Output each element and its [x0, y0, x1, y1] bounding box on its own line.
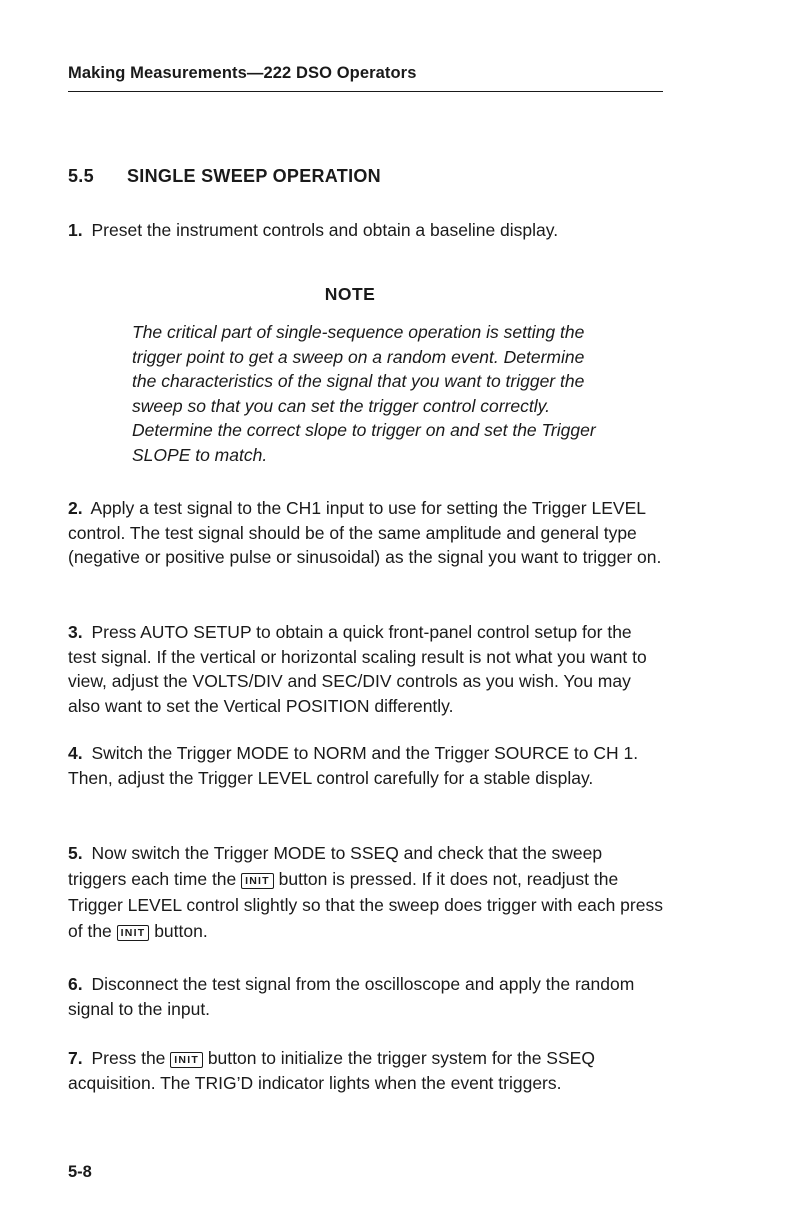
running-header: Making Measurements—222 DSO Operators — [68, 64, 417, 82]
step-number: 3. — [68, 622, 83, 642]
step-number: 6. — [68, 974, 83, 994]
step-number: 5. — [68, 843, 83, 863]
step-text: Now switch the Trigger MODE to SSEQ and check that the sweep triggers each time the — [68, 843, 603, 889]
init-key-icon: INIT — [170, 1052, 203, 1068]
step-6 — [68, 972, 663, 1021]
step-text: Switch the Trigger MODE to NORM and the Trigger SOURCE to CH 1. Then, adjust the Trigger LEVEL control carefully for a stable display. — [68, 743, 639, 788]
init-key-icon: INIT — [117, 925, 150, 941]
section-title: SINGLE SWEEP OPERATION — [127, 166, 381, 186]
section-heading — [68, 166, 381, 187]
note-body: The critical part of single-sequence operation is setting the trigger point to get a sweep on a random event. Determine the characteristics of the signal that you want to trigger the sweep so that you can set the trigger control correctly. Determine the correct slope to trigger on and set the Trigger SLOPE to match. — [132, 322, 596, 465]
step-7 — [68, 1046, 663, 1095]
step-text: Press the — [91, 1048, 166, 1068]
header-rule — [68, 91, 663, 92]
step-number: 2. — [68, 498, 83, 518]
step-2 — [68, 496, 663, 570]
step-1 — [68, 218, 663, 243]
step-text: button to initialize the trigger system for the SSEQ acquisition. The TRIG’D indicator lights when the event triggers. — [68, 1048, 595, 1093]
step-text: button. — [154, 921, 208, 941]
note-title: NOTE — [324, 284, 376, 304]
page-number: 5-8 — [68, 1163, 92, 1181]
step-text: Press AUTO SETUP to obtain a quick front-panel control setup for the test signal. If the vertical or horizontal scaling result is not what you want to view, adjust the VOLTS/DIV and SEC/DIV controls as you wish. You may also want to set the Vertical POSITION differently. — [68, 622, 647, 716]
step-text: Preset the instrument controls and obtain a baseline display. — [91, 220, 559, 240]
step-text: Apply a test signal to the CH1 input to use for setting the Trigger LEVEL control. The test signal should be of the same amplitude and general type (negative or positive pulse or sinusoidal) as the signal you want to trigger on. — [68, 498, 662, 567]
step-text: button is pressed. If it does not, readjust the Trigger LEVEL control slightly so that the sweep does trigger with each press of the — [68, 869, 663, 941]
step-3 — [68, 620, 663, 718]
init-key-icon: INIT — [241, 873, 274, 889]
step-number: 7. — [68, 1048, 83, 1068]
step-number: 1. — [68, 220, 83, 240]
step-number: 4. — [68, 743, 83, 763]
step-text: Disconnect the test signal from the oscilloscope and apply the random signal to the input. — [68, 974, 635, 1019]
section-number: 5.5 — [68, 166, 94, 186]
step-4 — [68, 741, 663, 790]
step-5 — [68, 840, 663, 944]
